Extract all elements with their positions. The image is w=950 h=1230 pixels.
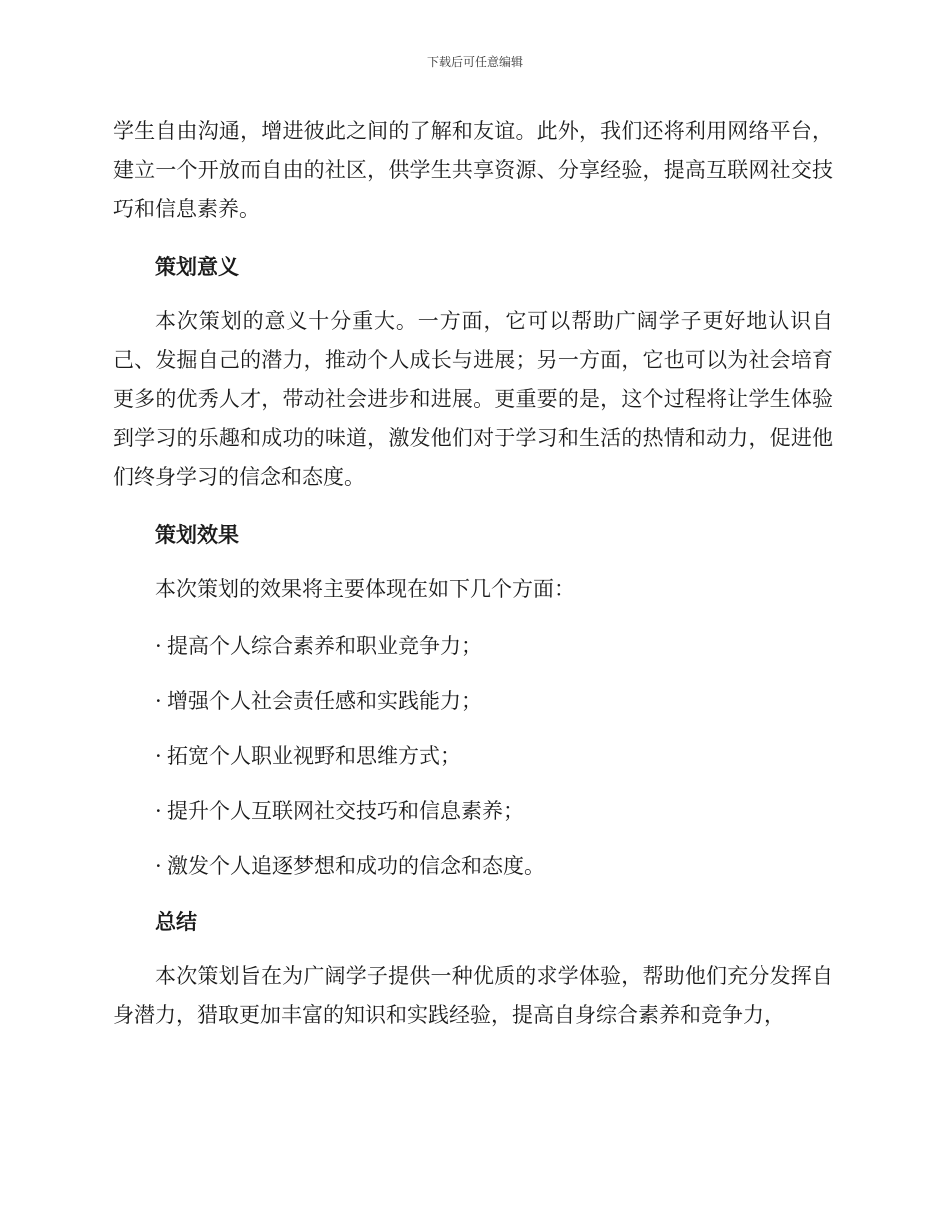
bullet-marker: · — [155, 689, 162, 713]
list-item — [113, 627, 833, 666]
list-item-text: 拓宽个人职业视野和思维方式； — [167, 744, 461, 768]
summary-paragraph: 本次策划旨在为广阔学子提供一种优质的求学体验，帮助他们充分发挥自身潜力，猎取更加丰富的知识和实践经验，提高自身综合素养和竞争力， — [113, 964, 833, 1027]
effect-heading: 策划效果 — [155, 522, 239, 547]
list-item-text: 激发个人追逐梦想和成功的信念和态度。 — [167, 854, 545, 878]
document-body — [113, 112, 833, 1053]
bullet-marker: · — [155, 854, 162, 878]
list-item — [113, 792, 833, 831]
page-header: 下载后可任意编辑 — [426, 55, 523, 69]
effect-intro-paragraph: 本次策划的效果将主要体现在如下几个方面： — [155, 577, 575, 601]
list-item — [113, 682, 833, 721]
summary-heading: 总结 — [155, 909, 197, 934]
list-item-text: 增强个人社会责任感和实践能力； — [167, 689, 482, 713]
list-item-text: 提高个人综合素养和职业竞争力； — [167, 634, 482, 658]
intro-continuation-paragraph: 学生自由沟通，增进彼此之间的了解和友谊。此外，我们还将利用网络平台，建立一个开放而自由的社区，供学生共享资源、分享经验，提高互联网社交技巧和信息素养。 — [113, 119, 833, 221]
bullet-marker: · — [155, 744, 162, 768]
bullet-marker: · — [155, 799, 162, 823]
list-item — [113, 737, 833, 776]
list-item-text: 提升个人互联网社交技巧和信息素养； — [167, 799, 524, 823]
significance-paragraph: 本次策划的意义十分重大。一方面，它可以帮助广阔学子更好地认识自己、发掘自己的潜力，推动个人成长与进展；另一方面，它也可以为社会培育更多的优秀人才，带动社会进步和进展。更重要的是，这个过程将让学生体验到学习的乐趣和成功的味道，激发他们对于学习和生活的热情和动力，促进他们终身学习的信念和态度。 — [113, 309, 833, 489]
significance-heading: 策划意义 — [155, 254, 239, 279]
bullet-marker: · — [155, 634, 162, 658]
list-item — [113, 847, 833, 886]
